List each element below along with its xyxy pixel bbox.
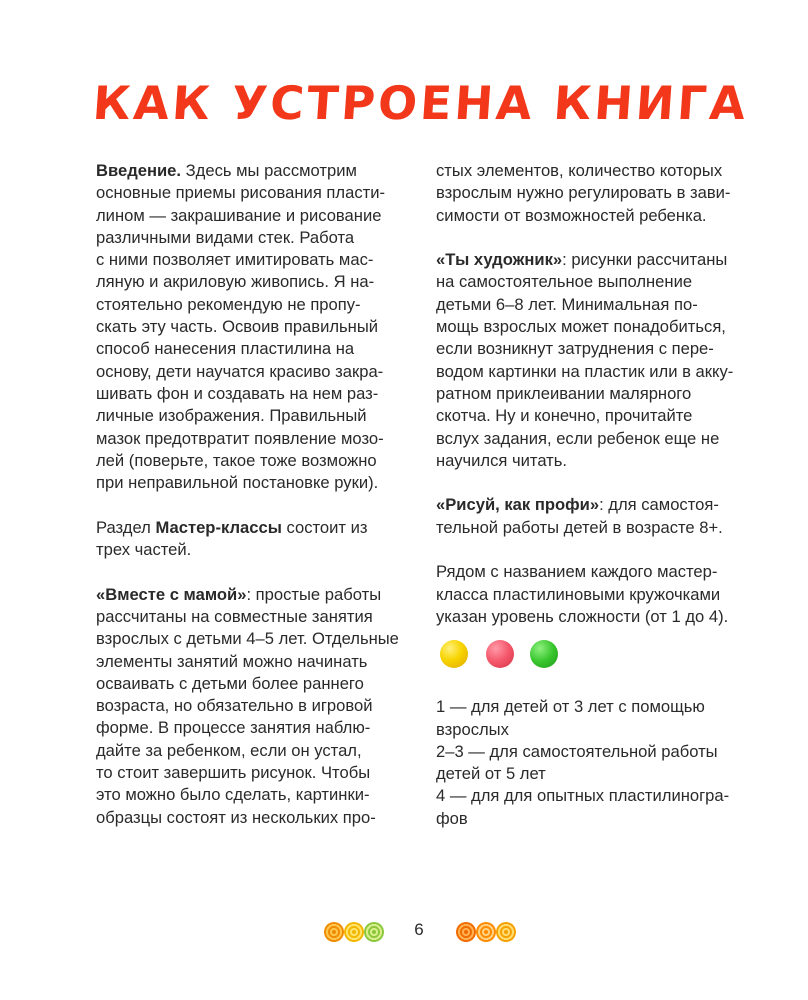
mom-line: осваивать с детьми более раннего bbox=[96, 673, 364, 693]
intro-line: ляную и акриловую живопись. Я на- bbox=[96, 272, 375, 292]
level-intro-line: указан уровень сложности (от 1 до 4). bbox=[436, 606, 729, 626]
intro-line: основные приемы рисования пласти- bbox=[96, 183, 386, 203]
red-ball-icon bbox=[486, 640, 514, 668]
paragraph-gap bbox=[436, 227, 756, 249]
level-line: 1 — для детей от 3 лет с помощью bbox=[436, 697, 705, 717]
intro-line: с ними позволяет имитировать мас- bbox=[96, 250, 374, 270]
level-line: детей от 5 лет bbox=[436, 764, 546, 784]
intro-line: основу, дети научатся красиво закра- bbox=[96, 361, 384, 381]
mom-heading: «Вместе с мамой» bbox=[96, 584, 247, 604]
artist-line: если возникнут затруднения с пере- bbox=[436, 339, 714, 359]
swirl-decoration-left bbox=[324, 922, 388, 944]
pro-line: тельной работы детей в возрасте 8+. bbox=[436, 517, 723, 537]
green-swirl-icon bbox=[364, 922, 384, 942]
mom-line: то стоит завершить рисунок. Чтобы bbox=[96, 763, 371, 783]
page-number: 6 bbox=[414, 920, 424, 939]
pro-line-1: «Рисуй, как профи»: для самостоя- bbox=[436, 495, 719, 515]
level-line: взрослых bbox=[436, 719, 509, 739]
level-intro-line: Рядом с названием каждого мастер- bbox=[436, 562, 718, 582]
artist-line: научился читать. bbox=[436, 450, 568, 470]
artist-line: мощь взрослых может понадобиться, bbox=[436, 317, 726, 337]
artist-line: водом картинки на пластик или в акку- bbox=[436, 361, 734, 381]
paragraph-gap bbox=[436, 539, 756, 561]
intro-line: при неправильной постановке руки). bbox=[96, 473, 379, 493]
mom-line: дайте за ребенком, если он устал, bbox=[96, 740, 362, 760]
intro-line: личные изображения. Правильный bbox=[96, 406, 367, 426]
intro-line: различными видами стек. Работа bbox=[96, 227, 355, 247]
section-line: Раздел Мастер-классы состоит из bbox=[96, 517, 368, 537]
orange-swirl-icon bbox=[324, 922, 344, 942]
artist-line: вслух задания, если ребенок еще не bbox=[436, 428, 720, 448]
yellow-ball-icon bbox=[440, 640, 468, 668]
artist-line-1: «Ты художник»: рисунки рассчитаны bbox=[436, 250, 728, 270]
green-ball-icon bbox=[530, 640, 558, 668]
yellow-swirl-icon bbox=[344, 922, 364, 942]
paragraph-gap bbox=[436, 472, 756, 494]
intro-line-1: Введение. Здесь мы рассмотрим bbox=[96, 161, 357, 180]
mom-line: это можно было сделать, картинки- bbox=[96, 785, 370, 805]
section-line-2: трех частей. bbox=[96, 540, 192, 560]
artist-line: скотча. Ну и конечно, прочитайте bbox=[436, 406, 693, 426]
level-line: фов bbox=[436, 808, 468, 828]
intro-line: мазок предотвратит появление мозо- bbox=[96, 428, 384, 448]
swirl-decoration-right bbox=[456, 922, 516, 944]
paragraph-gap bbox=[96, 494, 401, 516]
mom-line: форме. В процессе занятия наблю- bbox=[96, 718, 371, 738]
page-title: КАК УСТРОЕНА КНИГА bbox=[91, 76, 751, 130]
artist-line: ратном приклеивании малярного bbox=[436, 383, 692, 403]
yellow-swirl-icon bbox=[496, 922, 516, 942]
continuation-line: симости от возможностей ребенка. bbox=[436, 205, 707, 225]
mom-line: взрослых с детьми 4–5 лет. Отдельные bbox=[96, 629, 399, 649]
level-intro-line: класса пластилиновыми кружочками bbox=[436, 584, 721, 604]
mom-line: элементы занятий можно начинать bbox=[96, 651, 368, 671]
continuation-line: стых элементов, количество которых bbox=[436, 161, 723, 180]
paragraph-gap bbox=[96, 561, 401, 583]
intro-line: стоятельно рекомендую не пропу- bbox=[96, 294, 361, 314]
intro-line: способ нанесения пластилина на bbox=[96, 339, 355, 359]
level-line: 4 — для для опытных пластилиногра- bbox=[436, 786, 730, 806]
right-column bbox=[436, 160, 756, 830]
intro-line: лином — закрашивание и рисование bbox=[96, 205, 382, 225]
intro-heading: Введение. bbox=[96, 161, 182, 180]
difficulty-dots bbox=[436, 628, 756, 696]
page-footer bbox=[0, 914, 808, 950]
mom-line: образцы состоят из нескольких про- bbox=[96, 807, 376, 827]
mom-line: возраста, но обязательно в игровой bbox=[96, 696, 373, 716]
level-line: 2–3 — для самостоятельной работы bbox=[436, 741, 718, 761]
left-column bbox=[96, 160, 401, 829]
intro-line: скать эту часть. Освоив правильный bbox=[96, 317, 379, 337]
orange-swirl-icon bbox=[456, 922, 476, 942]
continuation-line: взрослым нужно регулировать в зави- bbox=[436, 183, 731, 203]
mom-line: рассчитаны на совместные занятия bbox=[96, 606, 373, 626]
intro-line: шивать фон и создавать на нем раз- bbox=[96, 383, 379, 403]
artist-line: детьми 6–8 лет. Минимальная по- bbox=[436, 294, 698, 314]
pro-heading: «Рисуй, как профи» bbox=[436, 495, 600, 515]
artist-line: на самостоятельное выполнение bbox=[436, 272, 693, 292]
artist-heading: «Ты художник» bbox=[436, 250, 563, 270]
intro-line: лей (поверьте, такое тоже возможно bbox=[96, 450, 377, 470]
mom-line-1: «Вместе с мамой»: простые работы bbox=[96, 584, 382, 604]
section-name: Мастер-классы bbox=[155, 517, 282, 537]
orange-swirl-icon bbox=[476, 922, 496, 942]
